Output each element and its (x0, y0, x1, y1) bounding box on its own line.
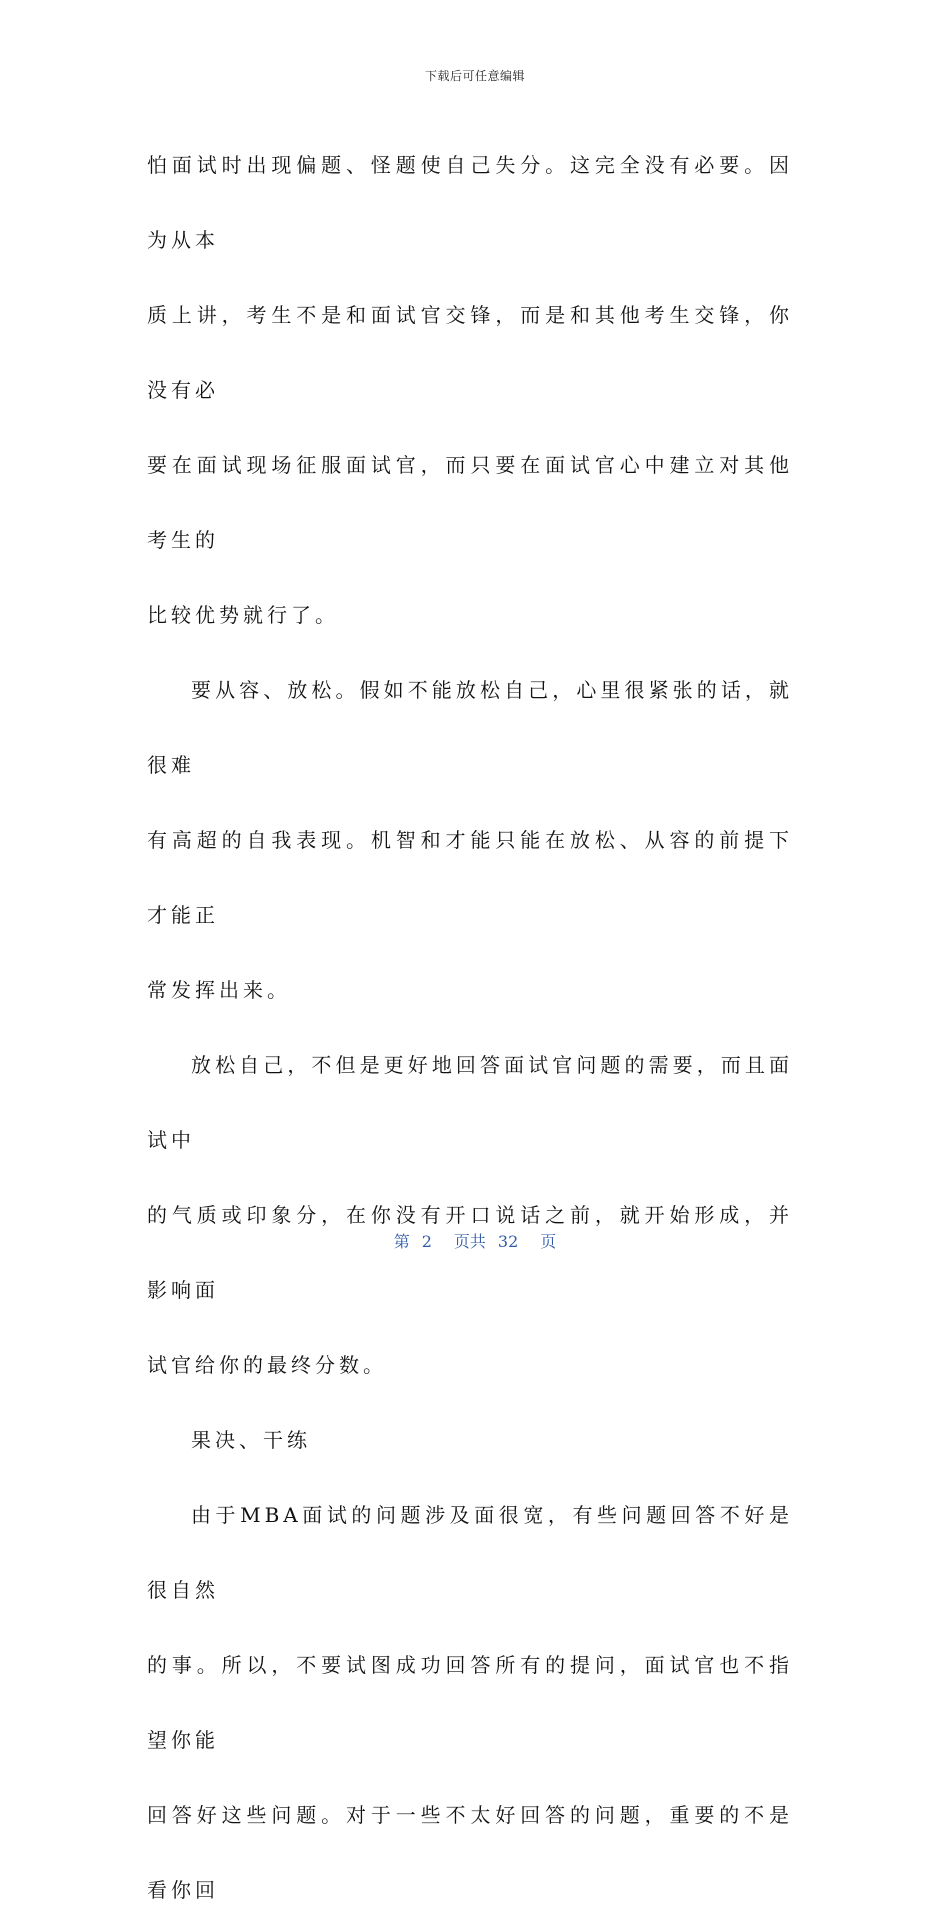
paragraph-line: 比较优势就行了。 (147, 603, 339, 627)
paragraph-line: 的事。所以，不要试图成功回答所有的提问，面试官也不指望你能 (147, 1653, 793, 1752)
paragraph-line: 试官给你的最终分数。 (147, 1353, 387, 1377)
footer-suffix: 页 (540, 1232, 557, 1251)
page-footer (0, 1229, 950, 1252)
paragraph-line: 的气质或印象分，在你没有开口说话之前，就开始形成，并影响面 (147, 1203, 793, 1302)
paragraph-line: 质上讲，考生不是和面试官交锋，而是和其他考生交锋，你没有必 (147, 303, 793, 402)
paragraph-line: 要在面试现场征服面试官，而只要在面试官心中建立对其他考生的 (147, 453, 793, 552)
paragraph-line: 要从容、放松。假如不能放松自己，心里很紧张的话，就很难 (147, 678, 793, 777)
paragraph-line: 怕面试时出现偏题、怪题使自己失分。这完全没有必要。因为从本 (147, 153, 793, 252)
paragraph-line: 果决、干练 (191, 1428, 311, 1452)
paragraph-line: 放松自己，不但是更好地回答面试官问题的需要，而且面试中 (147, 1053, 793, 1152)
footer-current-page: 2 (421, 1232, 432, 1251)
footer-middle: 页共 (453, 1232, 486, 1251)
paragraph-line: 有高超的自我表现。机智和才能只能在放松、从容的前提下才能正 (147, 828, 793, 927)
document-body (147, 128, 793, 1928)
page-header: 下载后可任意编辑 (424, 69, 525, 83)
paragraph-line: 由于MBA面试的问题涉及面很宽，有些问题回答不好是很自然 (147, 1503, 793, 1602)
footer-prefix: 第 (393, 1232, 410, 1251)
footer-total-pages: 32 (497, 1232, 519, 1251)
paragraph-line: 回答好这些问题。对于一些不太好回答的问题，重要的不是看你回 (147, 1803, 793, 1902)
paragraph-line: 常发挥出来。 (147, 978, 291, 1002)
